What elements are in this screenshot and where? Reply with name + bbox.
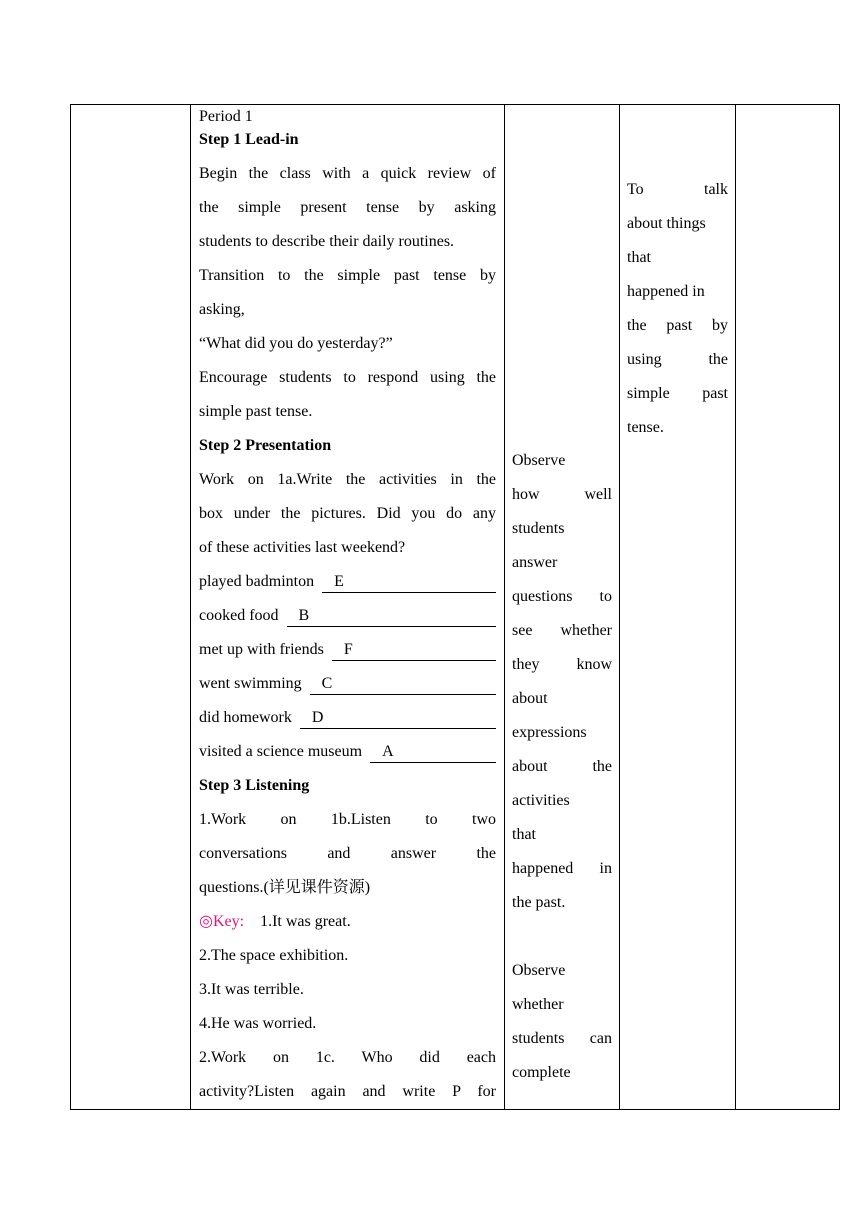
- text-line: that: [627, 249, 651, 266]
- text-line: simple past: [627, 385, 728, 402]
- answer-blank: [300, 708, 496, 729]
- activity-text: visited a science museum: [199, 743, 363, 760]
- text-line: questions to: [512, 588, 612, 605]
- match-row: [199, 565, 496, 599]
- period-label: Period 1: [199, 108, 253, 125]
- step2-title: Step 2 Presentation: [199, 437, 332, 454]
- objective-block: [627, 173, 728, 445]
- key-answer: 1.It was great.: [260, 913, 351, 930]
- assessment-block-2: [512, 954, 612, 1090]
- text-line: activities: [512, 792, 570, 809]
- answer-letter: F: [343, 641, 353, 658]
- activity-text: did homework: [199, 709, 292, 726]
- text-line: answer: [512, 554, 558, 571]
- match-row: [199, 633, 496, 667]
- answer-blank: [287, 606, 496, 627]
- text-line: complete: [512, 1064, 571, 1081]
- step2-text: [199, 463, 496, 565]
- text-line: conversations and answer the: [199, 845, 496, 862]
- text-line: “What did you do yesterday?”: [199, 335, 393, 352]
- text-line: whether: [512, 996, 564, 1013]
- assessment-cell: [505, 105, 620, 1110]
- text-line: the past by: [627, 317, 728, 334]
- lesson-plan-table: [70, 104, 840, 1110]
- activity-text: played badminton: [199, 573, 315, 590]
- key-answer: 2.The space exhibition.: [199, 947, 349, 964]
- text-line: activity?Listen again and write P for: [199, 1083, 496, 1100]
- text-line: students can: [512, 1030, 612, 1047]
- text-line: Observe: [512, 962, 566, 979]
- assessment-gap: [512, 920, 612, 954]
- step1-text: [199, 157, 496, 429]
- step3-title: Step 3 Listening: [199, 777, 310, 794]
- answer-blank: [322, 572, 496, 593]
- text-line: happened in: [627, 283, 705, 300]
- text-line: tense.: [627, 419, 664, 436]
- text-line: To talk: [627, 181, 728, 198]
- text-line: Work on 1a.Write the activities in the: [199, 471, 496, 488]
- answer-blank: [332, 640, 496, 661]
- text-line: Observe: [512, 452, 566, 469]
- text-line: students to describe their daily routines.: [199, 233, 455, 250]
- text-line: see whether: [512, 622, 612, 639]
- key-line: [199, 905, 496, 939]
- text-line: Transition to the simple past tense by: [199, 267, 496, 284]
- answer-blank: [370, 742, 496, 763]
- key-answer: 3.It was terrible.: [199, 981, 304, 998]
- match-row: [199, 701, 496, 735]
- answer-letter: C: [321, 675, 333, 692]
- answer-letter: D: [311, 709, 324, 726]
- text-line: they know: [512, 656, 612, 673]
- text-line: about things: [627, 215, 706, 232]
- key-answer: 4.He was worried.: [199, 1015, 317, 1032]
- table-row: [71, 105, 840, 1110]
- text-line: asking,: [199, 301, 245, 318]
- match-row: [199, 667, 496, 701]
- text-line: simple past tense.: [199, 403, 313, 420]
- text-line: box under the pictures. Did you do any: [199, 505, 496, 522]
- match-row: [199, 599, 496, 633]
- teaching-procedure-cell: [191, 105, 505, 1110]
- text-line: questions.(详见课件资源): [199, 879, 371, 896]
- answer-blank: [310, 674, 496, 695]
- text-line: that: [512, 826, 536, 843]
- text-line: about: [512, 690, 548, 707]
- text-line: about the: [512, 758, 612, 775]
- step3-text: [199, 803, 496, 905]
- activity-match-list: [199, 565, 496, 769]
- text-line: the past.: [512, 894, 566, 911]
- text-line: 2.Work on 1c. Who did each: [199, 1049, 496, 1066]
- empty-cell-right: [736, 105, 840, 1110]
- text-line: how well: [512, 486, 612, 503]
- objective-cell: [620, 105, 736, 1110]
- activity-text: met up with friends: [199, 641, 324, 658]
- text-line: expressions: [512, 724, 587, 741]
- assessment-top-space: [512, 105, 612, 444]
- text-line: Encourage students to respond using the: [199, 369, 496, 386]
- text-line: using the: [627, 351, 728, 368]
- key-label: ◎Key:: [199, 913, 245, 930]
- match-row: [199, 735, 496, 769]
- activity-text: cooked food: [199, 607, 279, 624]
- objective-top-space: [627, 105, 728, 173]
- activity-text: went swimming: [199, 675, 302, 692]
- text-line: Begin the class with a quick review of: [199, 165, 496, 182]
- text-line: the simple present tense by asking: [199, 199, 496, 216]
- text-line: 1.Work on 1b.Listen to two: [199, 811, 496, 828]
- step1-title: Step 1 Lead-in: [199, 131, 299, 148]
- answer-letter: A: [382, 743, 394, 760]
- assessment-block-1: [512, 444, 612, 920]
- answer-letter: B: [298, 607, 310, 624]
- empty-cell-left: [71, 105, 191, 1110]
- text-line: happened in: [512, 860, 612, 877]
- text-line: students: [512, 520, 565, 537]
- answer-letter: E: [334, 573, 344, 590]
- text-line: of these activities last weekend?: [199, 539, 406, 556]
